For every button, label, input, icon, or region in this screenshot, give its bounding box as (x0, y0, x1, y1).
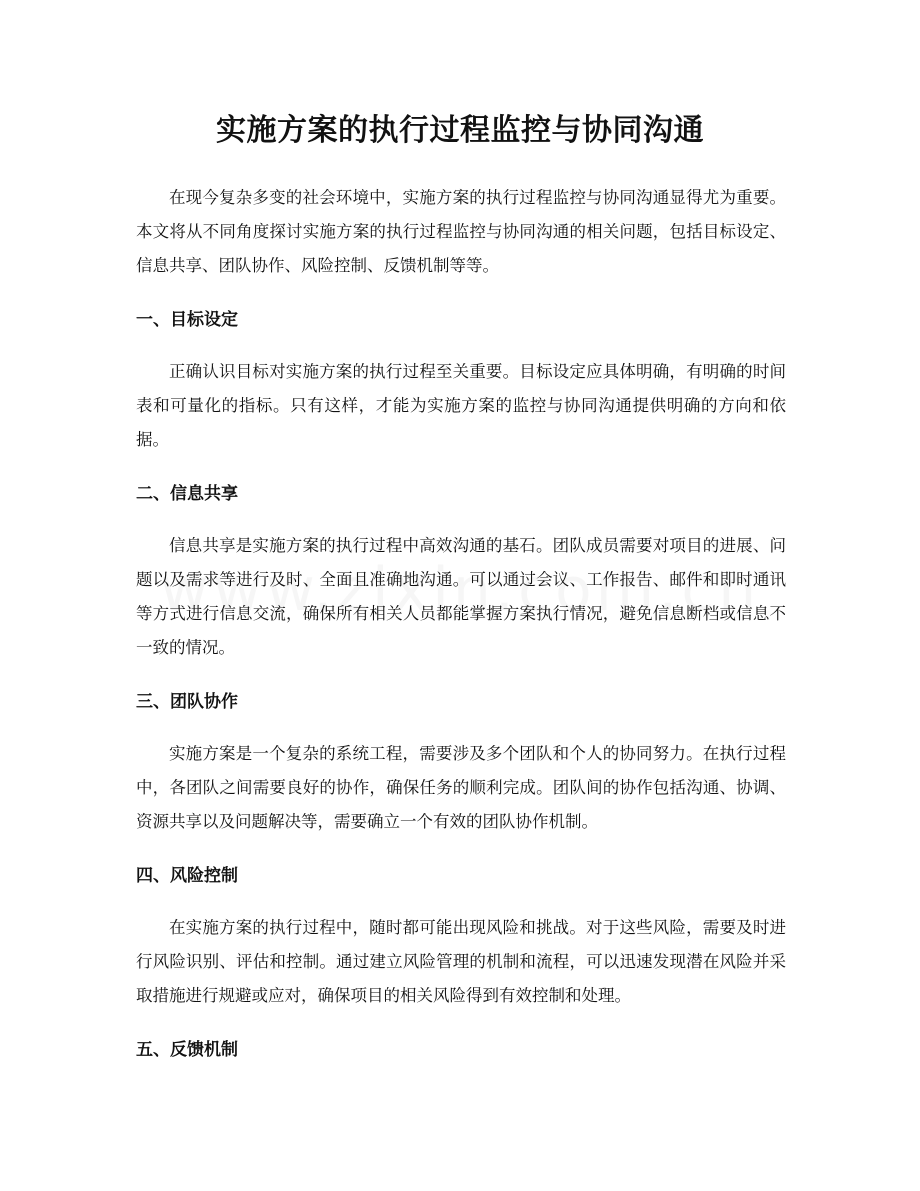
section-heading-risk-control: 四、风险控制 (136, 866, 238, 886)
page-title: 实施方案的执行过程监控与协同沟通 (216, 113, 704, 148)
section-heading-team-collaboration: 三、团队协作 (136, 692, 238, 712)
section-paragraph-risk-control: 在实施方案的执行过程中，随时都可能出现风险和挑战。对于这些风险，需要及时进行风险识别、评估和控制。通过建立风险管理的机制和流程，可以迅速发现潜在风险并采取措施进行规避或应对，确保项目的相关风险得到有效控制和处理。 (136, 918, 786, 1005)
section-paragraph-team-collaboration: 实施方案是一个复杂的系统工程，需要涉及多个团队和个人的协同努力。在执行过程中，各团队之间需要良好的协作，确保任务的顺利完成。团队间的协作包括沟通、协调、资源共享以及问题解决等，需要确立一个有效的团队协作机制。 (136, 744, 786, 831)
document-body (136, 181, 786, 1067)
section-paragraph-goal-setting: 正确认识目标对实施方案的执行过程至关重要。目标设定应具体明确，有明确的时间表和可量化的指标。只有这样，才能为实施方案的监控与协同沟通提供明确的方向和依据。 (136, 362, 786, 449)
section-heading-goal-setting: 一、目标设定 (136, 310, 238, 330)
intro-paragraph: 在现今复杂多变的社会环境中，实施方案的执行过程监控与协同沟通显得尤为重要。本文将从不同角度探讨实施方案的执行过程监控与协同沟通的相关问题，包括目标设定、信息共享、团队协作、风险控制、反馈机制等等。 (136, 188, 786, 275)
section-heading-feedback-mechanism: 五、反馈机制 (136, 1040, 238, 1060)
section-paragraph-information-sharing: 信息共享是实施方案的执行过程中高效沟通的基石。团队成员需要对项目的进展、问题以及需求等进行及时、全面且准确地沟通。可以通过会议、工作报告、邮件和即时通讯等方式进行信息交流，确保所有相关人员都能掌握方案执行情况，避免信息断档或信息不一致的情况。 (136, 536, 786, 657)
section-heading-information-sharing: 二、信息共享 (136, 484, 238, 504)
